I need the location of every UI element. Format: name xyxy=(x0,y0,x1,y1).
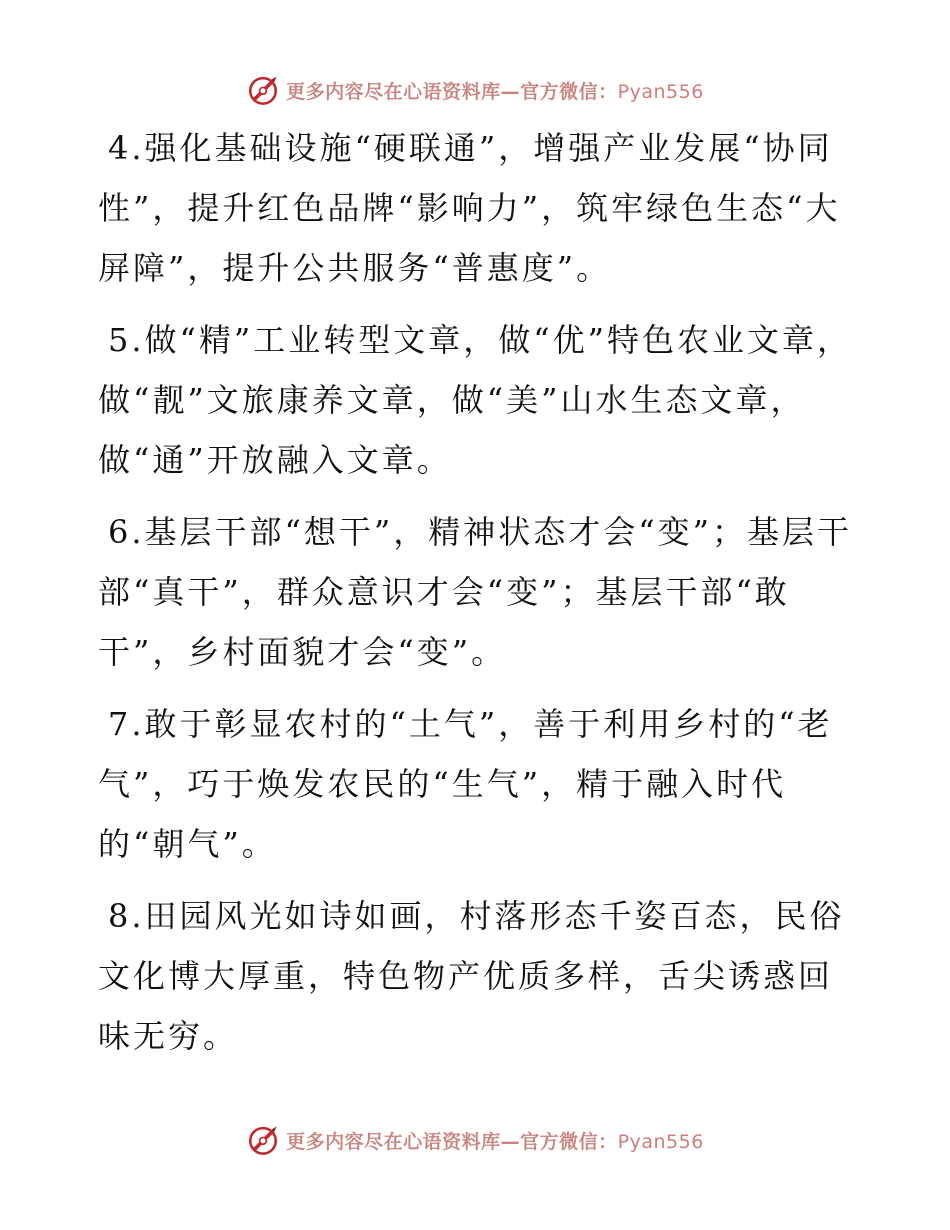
paragraph-4: 4.强化基础设施“硬联通”，增强产业发展“协同性”，提升红色品牌“影响力”，筑牢绿色生态“大屏障”，提升公共服务“普惠度”。 xyxy=(98,129,841,287)
footer-banner xyxy=(0,1120,950,1160)
footer-banner-id: Pyan556 xyxy=(617,1130,704,1153)
header-banner xyxy=(0,70,950,110)
paragraph-7: 7.敢于彰显农村的“土气”，善于利用乡村的“老气”，巧于焕发农民的“生气”，精于融入时代的“朝气”。 xyxy=(98,705,833,863)
quill-pen-logo-icon xyxy=(246,73,280,107)
document-body xyxy=(98,118,854,1078)
header-banner-main: 更多内容尽在心语资料库—官方微信： xyxy=(286,80,618,103)
paragraph-6: 6.基层干部“想干”，精神状态才会“变”；基层干部“真干”，群众意识才会“变”；基层干部“敢干”，乡村面貌才会“变”。 xyxy=(98,513,852,671)
paragraph-5: 5.做“精”工业转型文章，做“优”特色农业文章，做“靓”文旅康养文章，做“美”山水生态文章，做“通”开放融入文章。 xyxy=(98,321,852,479)
footer-banner-text xyxy=(286,1127,704,1154)
footer-banner-main: 更多内容尽在心语资料库—官方微信： xyxy=(286,1130,618,1153)
paragraph-8: 8.田园风光如诗如画，村落形态千姿百态，民俗文化博大厚重，特色物产优质多样，舌尖诱惑回味无穷。 xyxy=(98,897,845,1055)
quill-pen-logo-icon xyxy=(246,1123,280,1157)
header-banner-id: Pyan556 xyxy=(617,80,704,103)
header-banner-text xyxy=(286,77,704,104)
